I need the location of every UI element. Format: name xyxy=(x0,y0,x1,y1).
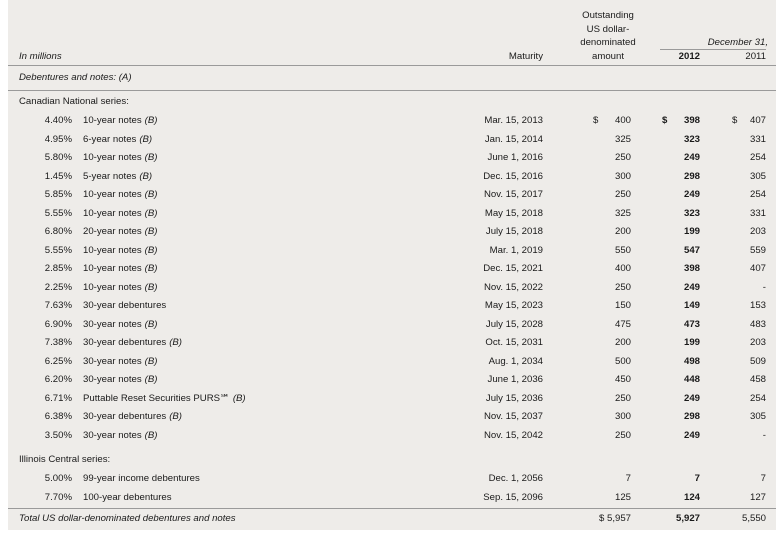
note-ref: (B) xyxy=(144,226,158,237)
rate-cell: 2.85% xyxy=(44,263,72,274)
description-text: 20-year notes xyxy=(83,226,142,237)
year-2012-cell: 398 xyxy=(683,263,700,274)
note-ref: (B) xyxy=(139,170,153,182)
year-2012-cell: 398 xyxy=(683,115,700,126)
rate-cell: 6.25% xyxy=(44,355,72,367)
table-row xyxy=(8,113,776,129)
year-2011-cell: 331 xyxy=(749,133,766,145)
rate-cell: 6.90% xyxy=(44,318,72,330)
note-ref: (B) xyxy=(169,411,182,422)
note-ref: (B) xyxy=(144,152,158,163)
note-ref: (B) xyxy=(144,318,158,330)
description-text: 30-year notes xyxy=(83,374,142,385)
description-cell xyxy=(83,113,157,129)
year-2011-cell: 153 xyxy=(749,300,766,311)
maturity-cell: Dec. 1, 2056 xyxy=(488,473,543,484)
year-2012-cell: 473 xyxy=(683,318,700,330)
description-cell xyxy=(83,150,157,166)
description-cell xyxy=(83,354,157,370)
year-2011-cell: 407 xyxy=(749,115,766,126)
rate-cell: 5.85% xyxy=(44,189,72,200)
year-2011-cell: 509 xyxy=(749,355,766,367)
rate-cell: 5.00% xyxy=(44,473,72,484)
description-cell xyxy=(83,391,246,407)
table-row xyxy=(8,298,776,314)
currency-outstanding: $ xyxy=(593,115,599,126)
total-2011: 5,550 xyxy=(741,513,766,524)
maturity-cell: July 15, 2036 xyxy=(485,392,543,404)
total-label: Total US dollar-denominated debentures and notes xyxy=(19,513,236,524)
outstanding-cell: 475 xyxy=(614,318,631,330)
year-2011-cell: 305 xyxy=(749,411,766,422)
ic-series-heading: Illinois Central series: xyxy=(19,454,111,465)
table-row xyxy=(8,409,776,425)
table-row xyxy=(8,354,776,370)
year-2012-cell: 149 xyxy=(683,300,700,311)
outstanding-cell: 125 xyxy=(614,491,631,503)
year-2012-cell: 249 xyxy=(683,189,700,200)
note-ref: (B) xyxy=(144,281,158,293)
table-row xyxy=(8,317,776,333)
note-ref: (B) xyxy=(232,392,246,404)
total-row xyxy=(8,511,776,527)
description-text: 10-year notes xyxy=(83,152,142,163)
rate-cell: 7.38% xyxy=(44,337,72,348)
year-2012-cell: 448 xyxy=(683,374,700,385)
outstanding-cell: 200 xyxy=(614,337,631,348)
total-rule xyxy=(8,508,776,509)
note-ref: (B) xyxy=(144,263,158,274)
rate-cell: 2.25% xyxy=(44,281,72,293)
table-row xyxy=(8,372,776,388)
year-2011-cell: 331 xyxy=(749,207,766,219)
maturity-cell: Mar. 15, 2013 xyxy=(484,115,543,126)
table-row xyxy=(8,187,776,203)
maturity-header: Maturity xyxy=(508,51,543,62)
description-text: 30-year notes xyxy=(83,429,142,441)
ic-series-heading-row xyxy=(8,452,776,468)
year-2012-cell: 124 xyxy=(683,491,700,503)
debentures-heading: Debentures and notes: (A) xyxy=(19,72,132,83)
description-cell xyxy=(83,409,182,425)
december-header: December 31, xyxy=(707,37,768,48)
rate-cell: 7.70% xyxy=(44,491,72,503)
year-2011-cell: 254 xyxy=(749,392,766,404)
year-2012-cell: 199 xyxy=(683,226,700,237)
outstanding-cell: 450 xyxy=(614,374,631,385)
description-text: 10-year notes xyxy=(83,189,142,200)
year-header-divider xyxy=(660,49,766,50)
maturity-cell: May 15, 2023 xyxy=(484,300,543,311)
year-2012-cell: 547 xyxy=(683,244,700,256)
table-row xyxy=(8,261,776,277)
description-text: 10-year notes xyxy=(83,281,142,293)
debt-table xyxy=(8,0,776,530)
year-2011-cell: 7 xyxy=(760,473,766,484)
table-row xyxy=(8,224,776,240)
description-cell xyxy=(83,280,157,296)
outstanding-cell: 250 xyxy=(614,152,631,163)
description-cell xyxy=(83,335,182,351)
note-ref: (B) xyxy=(144,115,158,126)
table-row xyxy=(8,150,776,166)
description-cell xyxy=(83,187,157,203)
maturity-cell: Sep. 15, 2096 xyxy=(483,491,543,503)
year-2012-cell: 298 xyxy=(683,170,700,182)
rate-cell: 5.55% xyxy=(44,207,72,219)
year-2011-cell: - xyxy=(762,281,766,293)
year-2011-cell: 483 xyxy=(749,318,766,330)
outstanding-line-3: denominated xyxy=(580,37,636,48)
year-2011-cell: 305 xyxy=(749,170,766,182)
note-ref: (B) xyxy=(169,337,182,348)
note-ref: (B) xyxy=(144,207,158,219)
header-rule xyxy=(8,65,776,66)
outstanding-cell: 250 xyxy=(614,392,631,404)
note-ref: (B) xyxy=(139,133,153,145)
description-text: 100-year debentures xyxy=(83,491,172,503)
rate-cell: 6.20% xyxy=(44,374,72,385)
description-text: 6-year notes xyxy=(83,133,137,145)
outstanding-cell: 325 xyxy=(614,207,631,219)
maturity-cell: May 15, 2018 xyxy=(484,207,543,219)
outstanding-cell: 400 xyxy=(614,115,631,126)
table-row xyxy=(8,206,776,222)
rate-cell: 5.80% xyxy=(44,152,72,163)
maturity-cell: Nov. 15, 2022 xyxy=(483,281,543,293)
year-2012-cell: 323 xyxy=(683,207,700,219)
year-2012-cell: 249 xyxy=(683,392,700,404)
description-text: 10-year notes xyxy=(83,115,142,126)
outstanding-cell: 250 xyxy=(614,281,631,293)
maturity-cell: June 1, 2036 xyxy=(487,374,543,385)
maturity-cell: Oct. 15, 2031 xyxy=(485,337,543,348)
description-cell xyxy=(83,490,172,506)
table-row xyxy=(8,490,776,506)
table-row xyxy=(8,280,776,296)
note-ref: (B) xyxy=(144,429,158,441)
outstanding-cell: 300 xyxy=(614,411,631,422)
maturity-cell: July 15, 2028 xyxy=(485,318,543,330)
year-2011-cell: 458 xyxy=(749,374,766,385)
table-row xyxy=(8,132,776,148)
description-cell xyxy=(83,169,152,185)
year-2012-cell: 249 xyxy=(683,281,700,293)
description-text: 30-year debentures xyxy=(83,337,167,348)
outstanding-cell: 250 xyxy=(614,429,631,441)
outstanding-cell: 7 xyxy=(625,473,631,484)
outstanding-cell: 300 xyxy=(614,170,631,182)
total-amount: $ 5,957 xyxy=(598,513,631,524)
year-2011-cell: 407 xyxy=(749,263,766,274)
year-2011-cell: 254 xyxy=(749,152,766,163)
table-header xyxy=(8,0,776,68)
rate-cell: 7.63% xyxy=(44,300,72,311)
year-2011-cell: - xyxy=(762,429,766,441)
outstanding-cell: 250 xyxy=(614,189,631,200)
description-cell xyxy=(83,471,200,487)
description-text: 10-year notes xyxy=(83,263,142,274)
description-text: Puttable Reset Securities PURS℠ xyxy=(83,392,230,404)
year-2012-cell: 249 xyxy=(683,429,700,441)
maturity-cell: July 15, 2018 xyxy=(485,226,543,237)
description-cell xyxy=(83,224,157,240)
rate-cell: 6.38% xyxy=(44,411,72,422)
maturity-cell: Aug. 1, 2034 xyxy=(488,355,543,367)
outstanding-cell: 400 xyxy=(614,263,631,274)
year-2011-header: 2011 xyxy=(745,51,766,62)
note-ref: (B) xyxy=(144,244,158,256)
note-ref: (B) xyxy=(144,189,158,200)
year-2012-cell: 7 xyxy=(694,473,700,484)
section-rule xyxy=(8,90,776,91)
description-text: 10-year notes xyxy=(83,244,142,256)
cn-series-heading-row xyxy=(8,94,776,110)
year-2011-cell: 203 xyxy=(749,337,766,348)
description-cell xyxy=(83,298,166,314)
description-cell xyxy=(83,261,157,277)
description-text: 30-year debentures xyxy=(83,300,167,311)
year-2012-cell: 298 xyxy=(683,411,700,422)
description-cell xyxy=(83,372,157,388)
maturity-cell: Mar. 1, 2019 xyxy=(489,244,543,256)
description-cell xyxy=(83,428,157,444)
table-row xyxy=(8,471,776,487)
table-row xyxy=(8,169,776,185)
year-2011-cell: 203 xyxy=(749,226,766,237)
outstanding-line-1: Outstanding xyxy=(582,10,634,21)
year-2012-cell: 249 xyxy=(683,152,700,163)
outstanding-line-4: amount xyxy=(592,51,624,62)
table-row xyxy=(8,335,776,351)
rate-cell: 6.71% xyxy=(44,392,72,404)
year-2011-cell: 254 xyxy=(749,189,766,200)
maturity-cell: Nov. 15, 2042 xyxy=(483,429,543,441)
maturity-cell: Nov. 15, 2017 xyxy=(483,189,543,200)
outstanding-line-2: US dollar- xyxy=(586,24,630,35)
rate-cell: 4.40% xyxy=(44,115,72,126)
rate-cell: 3.50% xyxy=(44,429,72,441)
description-cell xyxy=(83,206,157,222)
year-2012-header: 2012 xyxy=(678,51,700,62)
description-cell xyxy=(83,317,157,333)
outstanding-cell: 500 xyxy=(614,355,631,367)
description-text: 10-year notes xyxy=(83,207,142,219)
description-text: 30-year notes xyxy=(83,318,142,330)
year-2011-cell: 559 xyxy=(749,244,766,256)
maturity-cell: Jan. 15, 2014 xyxy=(484,133,543,145)
currency-2012: $ xyxy=(662,115,668,126)
currency-2011: $ xyxy=(732,115,738,126)
description-text: 30-year debentures xyxy=(83,411,167,422)
description-text: 5-year notes xyxy=(83,170,137,182)
year-2012-cell: 498 xyxy=(683,355,700,367)
rate-cell: 4.95% xyxy=(44,133,72,145)
description-cell xyxy=(83,243,157,259)
table-row xyxy=(8,391,776,407)
description-text: 99-year income debentures xyxy=(83,473,200,484)
description-cell xyxy=(83,132,152,148)
year-2012-cell: 199 xyxy=(683,337,700,348)
units-label: In millions xyxy=(19,51,62,62)
note-ref: (B) xyxy=(144,355,158,367)
outstanding-cell: 200 xyxy=(614,226,631,237)
maturity-cell: June 1, 2016 xyxy=(487,152,543,163)
cn-series-heading: Canadian National series: xyxy=(19,96,129,107)
note-ref: (B) xyxy=(144,374,158,385)
maturity-cell: Dec. 15, 2021 xyxy=(483,263,543,274)
rate-cell: 6.80% xyxy=(44,226,72,237)
maturity-cell: Nov. 15, 2037 xyxy=(483,411,543,422)
table-row xyxy=(8,243,776,259)
outstanding-cell: 550 xyxy=(614,244,631,256)
outstanding-cell: 325 xyxy=(614,133,631,145)
maturity-cell: Dec. 15, 2016 xyxy=(483,170,543,182)
description-text: 30-year notes xyxy=(83,355,142,367)
rate-cell: 5.55% xyxy=(44,244,72,256)
year-2012-cell: 323 xyxy=(683,133,700,145)
outstanding-cell: 150 xyxy=(614,300,631,311)
table-row xyxy=(8,428,776,444)
year-2011-cell: 127 xyxy=(749,491,766,503)
rate-cell: 1.45% xyxy=(44,170,72,182)
debentures-heading-row xyxy=(8,70,776,86)
total-2012: 5,927 xyxy=(675,513,700,524)
